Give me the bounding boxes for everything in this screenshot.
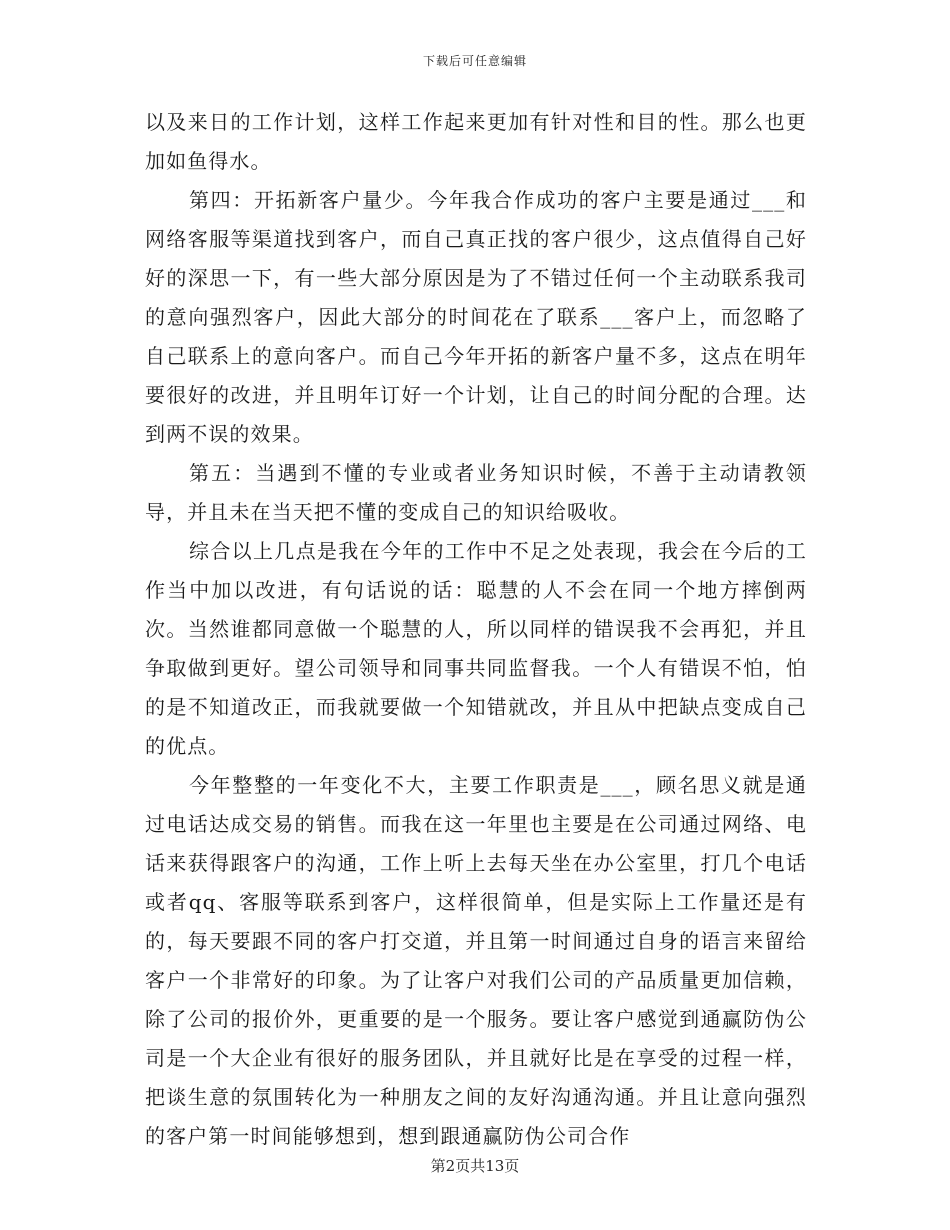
paragraph-point-four: 第四：开拓新客户量少。今年我合作成功的客户主要是通过___和网络客服等渠道找到客户，而自己真正找的客户很少，这点值得自己好好的深思一下，有一些大部分原因是为了不错过任何一个主动联系我司的意向强烈客户，因此大部分的时间花在了联系___客户上，而忽略了自己联系上的意向客户。而自己今年开拓的新客户量不多，这点在明年要很好的改进，并且明年订好一个计划，让自己的时间分配的合理。达到两不误的效果。 <box>145 188 807 446</box>
paragraph-summary: 综合以上几点是我在今年的工作中不足之处表现，我会在今后的工作当中加以改进，有句话说的话：聪慧的人不会在同一个地方摔倒两次。当然谁都同意做一个聪慧的人，所以同样的错误我不会再犯，并且争取做到更好。望公司领导和同事共同监督我。一个人有错误不怕，怕的是不知道改正，而我就要做一个知错就改，并且从中把缺点变成自己的优点。 <box>145 539 807 758</box>
page-header: 下载后可任意编辑 <box>422 54 527 68</box>
paragraph-continuation: 以及来日的工作计划，这样工作起来更加有针对性和目的性。那么也更加如鱼得水。 <box>145 110 807 173</box>
page-number: 第2页共13页 <box>430 1157 520 1175</box>
paragraph-point-five: 第五：当遇到不懂的专业或者业务知识时候，不善于主动请教领导，并且未在当天把不懂的变成自己的知识给吸收。 <box>145 461 807 524</box>
paragraph-year-review: 今年整整的一年变化不大，主要工作职责是___，顾名思义就是通过电话达成交易的销售。而我在这一年里也主要是在公司通过网络、电话来获得跟客户的沟通，工作上听上去每天坐在办公室里，打几个电话或者qq、客服等联系到客户，这样很简单，但是实际上工作量还是有的，每天要跟不同的客户打交道，并且第一时间通过自身的语言来留给客户一个非常好的印象。为了让客户对我们公司的产品质量更加信赖，除了公司的报价外，更重要的是一个服务。要让客户感觉到通赢防伪公司是一个大企业有很好的服务团队，并且就好比是在享受的过程一样，把谈生意的氛围转化为一种朋友之间的友好沟通沟通。并且让意向强烈的客户第一时间能够想到，想到跟通赢防伪公司合作 <box>145 773 807 1148</box>
document-body <box>145 103 807 1156</box>
